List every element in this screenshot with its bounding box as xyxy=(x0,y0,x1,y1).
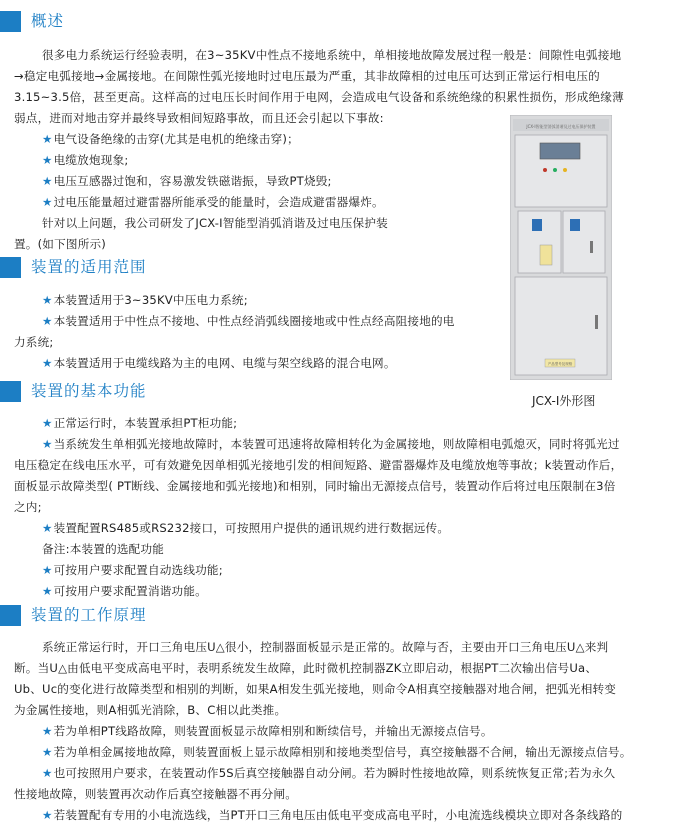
text-line: 电压稳定在线电压水平，可有效避免因单相弧光接地引发的相间短路、避雷器爆炸及电缆放炮等事故；k装置动作后， xyxy=(14,458,623,472)
star-bullet-icon: ★ xyxy=(42,437,53,451)
text-line: 面板显示故障类型( PT断线、金属接地和弧光接地)和相别，同时输出无源接点信号，装置动作后将过电压限制在3倍 xyxy=(14,479,616,493)
overview-header xyxy=(0,10,64,32)
bullet-item: ★本装置适用于电缆线路为主的电网、电缆与架空线路的混合电网。 xyxy=(42,356,396,370)
section-marker-icon xyxy=(0,11,21,32)
warning-sign-icon xyxy=(570,219,580,231)
bullet-item: ★若为单相PT线路故障，则装置面板显示故障相别和断续信号，并输出无源接点信号。 xyxy=(42,724,493,738)
bullet-item: ★电压互感器过饱和，容易激发铁磁谐振，导致PT烧毁; xyxy=(42,174,332,188)
text-line: 系统正常运行时，开口三角电压U△很小，控制器面板显示是正常的。故障与否，主要由开口三角电压U△来判 xyxy=(42,640,609,654)
figure-caption: JCX-Ⅰ外形图 xyxy=(532,394,596,408)
star-bullet-icon: ★ xyxy=(42,356,53,370)
star-bullet-icon: ★ xyxy=(42,584,53,598)
bullet-item: ★电缆放炮现象; xyxy=(42,153,129,167)
functions-body xyxy=(14,413,674,602)
bullet-item: ★电气设备绝缘的击穿(尤其是电机的绝缘击穿)； xyxy=(42,132,299,146)
bullet-item: ★本装置适用于3~35KV中压电力系统; xyxy=(42,293,248,307)
bullet-item: ★装置配置RS485或RS232接口，可按照用户提供的通讯规约进行数据远传。 xyxy=(42,521,450,535)
cabinet-figure xyxy=(510,115,612,380)
note-line: 备注:本装置的选配功能 xyxy=(42,542,165,556)
star-bullet-icon: ★ xyxy=(42,195,53,209)
nameplate-text: 产品型号及规格 xyxy=(547,362,573,366)
text-line: 3.15~3.5倍，甚至更高。这样高的过电压长时间作用于电网，会造成电气设备和系统绝缘的积累性损伤，形成绝缘薄 xyxy=(14,90,624,104)
text-line: →稳定电弧接地→金属接地。在间隙性弧光接地时过电压最为严重，其非故障相的过电压可达到正常运行相电压的 xyxy=(14,69,600,83)
bullet-item: ★当系统发生单相弧光接地故障时，本装置可迅速将故障相转化为金属接地，则故障相电弧熄灭，同时将弧光过 xyxy=(42,437,620,451)
section-title: 装置的基本功能 xyxy=(31,381,147,400)
star-bullet-icon: ★ xyxy=(42,293,53,307)
bullet-item: ★也可按照用户要求，在装置动作5S后真空接触器自动分闸。若为瞬时性接地故障，则系统恢复正常;若为永久 xyxy=(42,766,616,780)
functions-section xyxy=(0,380,147,402)
door-handle-icon xyxy=(590,241,593,253)
functions-header xyxy=(0,380,147,402)
star-bullet-icon: ★ xyxy=(42,416,53,430)
middle-right-door xyxy=(563,211,605,273)
star-bullet-icon: ★ xyxy=(42,563,53,577)
cabinet-panel-label: JCX-Ⅰ智能型消弧消谐及过电压保护装置 xyxy=(526,124,596,129)
star-bullet-icon: ★ xyxy=(42,724,53,738)
text-line: 为金属性接地，则A相弧光消除，B、C相以此类推。 xyxy=(14,703,287,717)
text-line: 之内; xyxy=(14,500,42,514)
section-title: 装置的适用范围 xyxy=(31,257,147,276)
bullet-item: ★本装置适用于中性点不接地、中性点经消弧线圈接地或中性点经高阻接地的电 xyxy=(42,314,455,328)
indicator-light-icon xyxy=(563,168,567,172)
star-bullet-icon: ★ xyxy=(42,153,53,167)
section-marker-icon xyxy=(0,381,21,402)
star-bullet-icon: ★ xyxy=(42,132,53,146)
text-line: 针对以上问题，我公司研发了JCX-Ⅰ智能型消弧消谐及过电压保护装 xyxy=(42,216,388,230)
door-handle-icon xyxy=(595,315,598,329)
text-line: 弱点，进而对地击穿并最终导致相间短路事故，而且还会引起以下事故: xyxy=(14,111,384,125)
indicator-light-icon xyxy=(553,168,557,172)
section-marker-icon xyxy=(0,605,21,626)
section-marker-icon xyxy=(0,257,21,278)
viewing-window xyxy=(540,245,552,265)
bullet-item: ★正常运行时，本装置承担PT柜功能; xyxy=(42,416,238,430)
star-bullet-icon: ★ xyxy=(42,766,53,780)
text-line: Ub、Uc的变化进行故障类型和相别的判断，如果A相发生弧光接地，则命令A相真空接触器对地合闸，把弧光相转变 xyxy=(14,682,617,696)
bullet-item: ★若为单相金属接地故障，则装置面板上显示故障相别和接地类型信号，真空接触器不合闸，输出无源接点信号。 xyxy=(42,745,632,759)
bullet-item: ★若装置配有专用的小电流选线，当PT开口三角电压由低电平变成高电平时，小电流选线模块立即对各条线路的 xyxy=(42,808,623,822)
text-line: 断。当U△由低电平变成高电平时，表明系统发生故障，此时微机控制器ZK立即启动，根据PT二次输出信号Ua、 xyxy=(14,661,598,675)
star-bullet-icon: ★ xyxy=(42,808,53,822)
indicator-light-icon xyxy=(543,168,547,172)
text-line: 性接地故障，则装置再次动作后真空接触器不再分闸。 xyxy=(14,787,298,801)
scope-header xyxy=(0,256,147,278)
bullet-item: ★可按用户要求配置自动选线功能; xyxy=(42,563,223,577)
text-line: 很多电力系统运行经验表明，在3~35KV中性点不接地系统中，单相接地故障发展过程一般是：间隙性电弧接地 xyxy=(42,48,622,62)
star-bullet-icon: ★ xyxy=(42,521,53,535)
text-line: 置。(如下图所示) xyxy=(14,237,107,251)
bullet-item: ★可按用户要求配置消谐功能。 xyxy=(42,584,207,598)
text-line: 力系统; xyxy=(14,335,54,349)
star-bullet-icon: ★ xyxy=(42,314,53,328)
principle-section xyxy=(0,604,147,626)
section-title: 概述 xyxy=(31,11,65,30)
scope-bullets xyxy=(14,290,494,374)
star-bullet-icon: ★ xyxy=(42,745,53,759)
principle-header xyxy=(0,604,147,626)
scope-section xyxy=(0,256,147,278)
control-display xyxy=(540,143,580,159)
section-title: 装置的工作原理 xyxy=(31,605,147,624)
warning-sign-icon xyxy=(532,219,542,231)
bullet-item: ★过电压能量超过避雷器所能承受的能量时，会造成避雷器爆炸。 xyxy=(42,195,384,209)
star-bullet-icon: ★ xyxy=(42,174,53,188)
overview-section xyxy=(0,10,64,32)
principle-body xyxy=(14,637,674,826)
overview-bullets xyxy=(14,129,494,255)
